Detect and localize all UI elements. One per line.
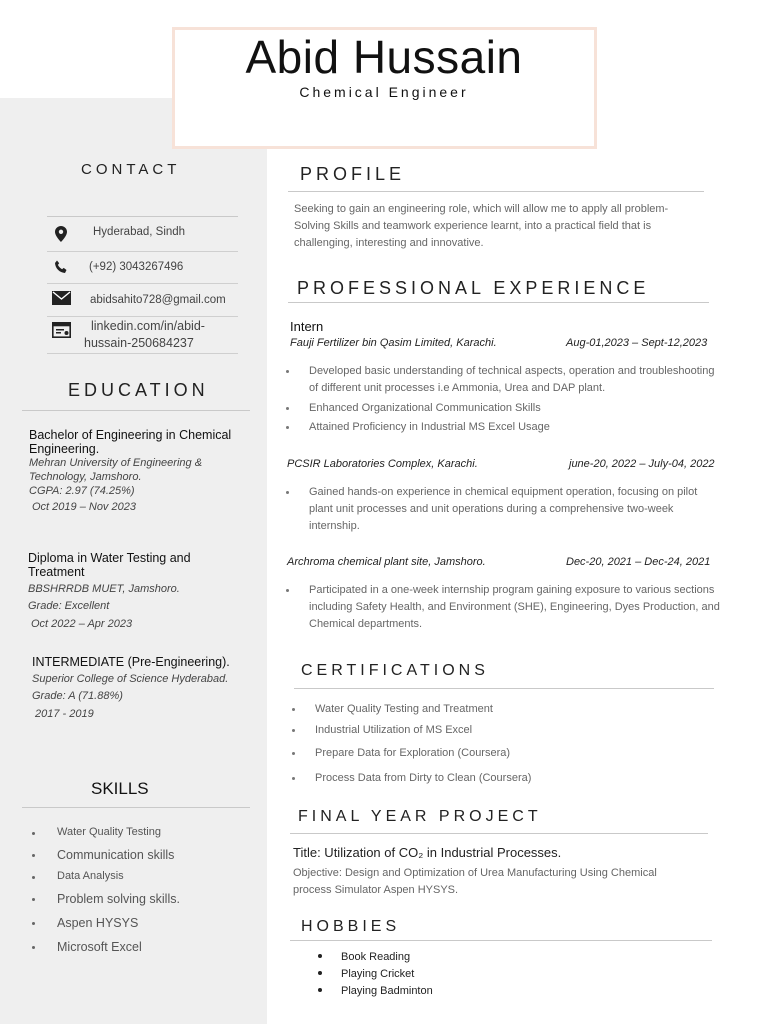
education-institution-cont: Technology, Jamshoro. [29,471,142,483]
hobbies-heading: HOBBIES [301,918,401,935]
contact-location-row [47,217,238,252]
bullet-dot [286,491,289,494]
job-dates: Aug-01,2023 – Sept-12,2023 [566,337,708,349]
linkedin-line-2: hussain-250684237 [84,336,194,350]
education-degree-cont: Engineering. [29,442,100,456]
bullet-dot [32,854,35,857]
education-degree: Diploma in Water Testing and [28,551,191,565]
skills-heading: SKILLS [91,779,149,798]
education-dates: 2017 - 2019 [35,708,94,720]
bullet-dot [286,370,289,373]
certification-label: Prepare Data for Exploration (Coursera) [315,747,511,759]
bullet-dot [32,876,35,879]
contact-location: Hyderabad, Sindh [93,226,186,238]
bullet-dot [32,922,35,925]
education-dates: Oct 2022 – Apr 2023 [31,618,133,630]
certification-label: Industrial Utilization of MS Excel [315,724,473,736]
education-grade: CGPA: 2.97 (74.25%) [29,485,135,497]
certification-label: Process Data from Dirty to Clean (Coursera) [315,772,532,784]
bullet-line: plant unit processes and unit operations during a comprehensive two-week [309,503,674,515]
skill-label: Water Quality Testing [57,826,161,838]
objective-line: Objective: Design and Optimization of Urea Manufacturing Using Chemical [293,867,657,879]
bullet-line: Gained hands-on experience in chemical equipment operation, focusing on pilot [309,486,698,498]
bullet-dot [292,708,295,711]
bullet-line: of different unit processes i.e Ammonia, Urea and DAP plant. [309,382,606,394]
bullet-dot [318,971,322,975]
contact-linkedin-row [47,317,238,354]
hobby-label: Book Reading [341,951,411,963]
name-heading: Abid Hussain [245,31,523,83]
experience-rule [288,302,709,303]
profile-text [294,201,744,252]
bullet-dot [292,777,295,780]
skill-label: Communication skills [57,848,175,862]
profile-heading: PROFILE [300,164,406,184]
profile-rule [288,191,704,192]
education-heading: EDUCATION [68,380,209,400]
bullet-line: Attained Proficiency in Industrial MS Excel Usage [309,421,550,433]
objective-line: process Simulator Aspen HYSYS. [293,884,459,896]
skill-label: Microsoft Excel [57,940,142,954]
hobby-label: Playing Badminton [341,985,433,997]
bullet-dot [318,954,322,958]
hobbies-rule [290,940,712,941]
skill-label: Aspen HYSYS [57,916,139,930]
profile-line: Seeking to gain an engineering role, which will allow me to apply all problem- [294,203,669,215]
education-degree-cont: Treatment [28,565,85,579]
project-rule [290,833,708,834]
skill-label: Data Analysis [57,870,124,882]
job-company: Fauji Fertilizer bin Qasim Limited, Karachi. [290,337,497,349]
education-grade: Grade: A (71.88%) [32,690,123,702]
contact-phone: (+92) 3043267496 [89,261,184,273]
profile-line: Solving Skills and teamwork experience learnt, into a practical field that is [294,220,652,232]
project-objective [293,865,753,899]
contact-phone-row [47,252,238,284]
bullet-dot [32,946,35,949]
bullet-dot [32,898,35,901]
bullet-line: Enhanced Organizational Communication Skills [309,402,541,414]
skills-rule [22,807,250,808]
bullet-dot [292,729,295,732]
education-item-2 [28,551,258,631]
contact-email[interactable]: abidsahito728@gmail.com [90,294,226,306]
job-dates: Dec-20, 2021 – Dec-24, 2021 [566,556,711,568]
mail-icon [51,289,71,307]
bullet-line: Participated in a one-week internship program gaining exposure to various sections [309,584,715,596]
education-institution: Mehran University of Engineering & [29,457,203,469]
education-rule [22,410,250,411]
certification-label: Water Quality Testing and Treatment [315,703,493,715]
education-degree: INTERMEDIATE (Pre-Engineering). [32,655,230,669]
bullet-line: internship. [309,520,360,532]
education-grade: Grade: Excellent [28,600,110,612]
skill-label: Problem solving skills. [57,892,180,906]
education-item-1 [29,428,259,514]
bullet-line: Developed basic understanding of technical aspects, operation and troubleshooting [309,365,715,377]
contact-heading: CONTACT [81,161,181,178]
project-title: Title: Utilization of CO₂ in Industrial Processes. [293,845,562,860]
bullet-dot [286,589,289,592]
education-institution: Superior College of Science Hyderabad. [32,673,229,685]
certifications-heading: CERTIFICATIONS [301,662,489,679]
experience-role: Intern [290,319,324,334]
experience-heading: PROFESSIONAL EXPERIENCE [297,278,650,298]
map-pin-icon [51,225,71,243]
project-heading: FINAL YEAR PROJECT [298,808,542,825]
job-title: Chemical Engineer [299,84,469,100]
education-institution: BBSHRRDB MUET, Jamshoro. [28,583,180,595]
job-company: Archroma chemical plant site, Jamshoro. [287,556,486,568]
linkedin-line-1: linkedin.com/in/abid- [91,319,205,333]
profile-line: challenging, interesting and innovative. [294,237,484,249]
job-dates: june-20, 2022 – July-04, 2022 [569,458,715,470]
education-item-3 [32,655,262,721]
web-window-icon [51,321,71,339]
certifications-rule [294,688,714,689]
hobby-label: Playing Cricket [341,968,415,980]
bullet-dot [292,752,295,755]
job-company: PCSIR Laboratories Complex, Karachi. [287,458,478,470]
bullet-dot [32,832,35,835]
bullet-line: Chemical departments. [309,618,423,630]
bullet-line: including Safety Health, and Environment (SHE), Engineering, Dyes Production, and [309,601,720,613]
education-dates: Oct 2019 – Nov 2023 [32,501,136,513]
bullet-dot [318,988,322,992]
education-degree: Bachelor of Engineering in Chemical [29,428,232,442]
bullet-dot [286,426,289,429]
bullet-dot [286,407,289,410]
contact-email-row [47,284,238,317]
phone-icon [51,258,71,276]
contact-linkedin[interactable] [84,318,205,352]
